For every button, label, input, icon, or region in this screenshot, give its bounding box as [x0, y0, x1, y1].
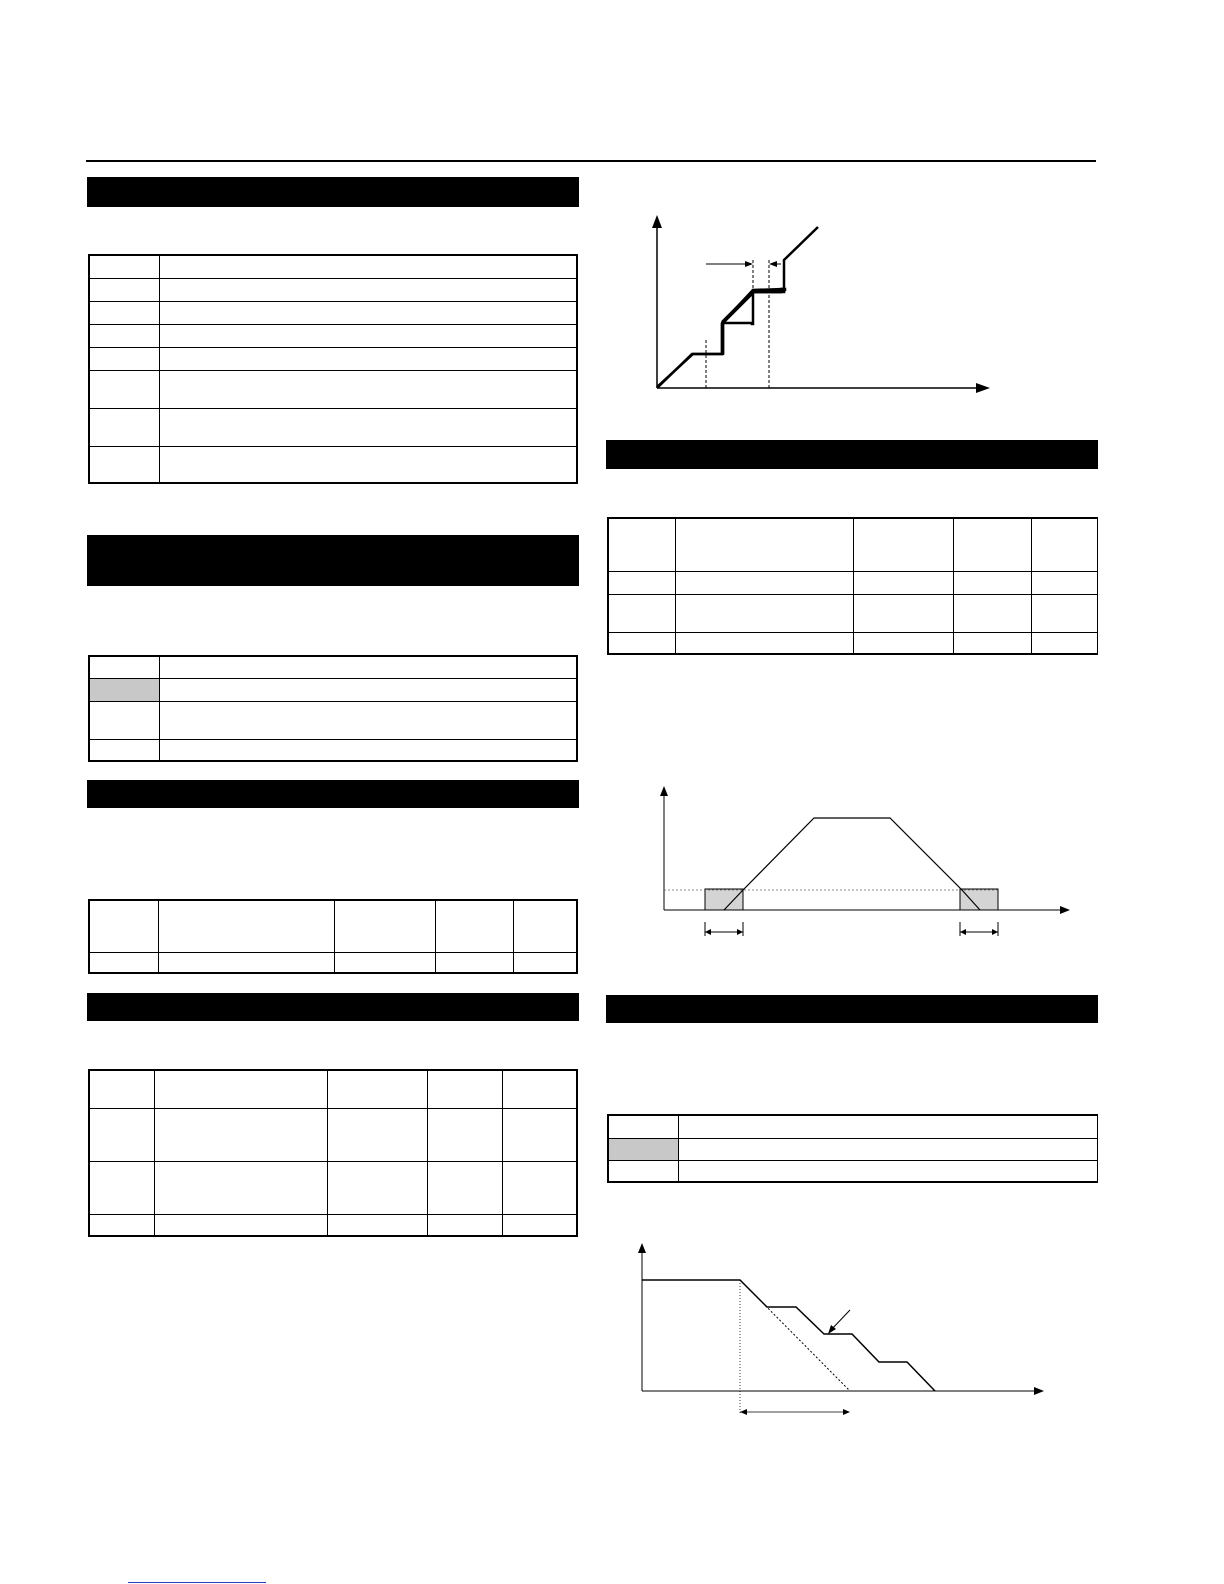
- table-row: [89, 1214, 577, 1236]
- table-row: [89, 739, 577, 761]
- table-row: [89, 347, 577, 370]
- stepped-decel-diagram: [630, 1238, 1050, 1418]
- speed-profile: [724, 818, 980, 910]
- x-axis-arrow-icon: [976, 383, 990, 393]
- table-row: [608, 632, 1098, 654]
- arrow-icon: [740, 1409, 747, 1415]
- trapezoid-profile-diagram: [650, 782, 1080, 942]
- x-axis-arrow-icon: [1060, 906, 1070, 914]
- parameter-setting-table: [88, 655, 578, 762]
- parameter-range-table: [88, 1069, 578, 1237]
- table-row: [608, 594, 1098, 632]
- section-header-bar: [87, 177, 579, 207]
- dwell-arrow-icon: [769, 261, 777, 267]
- table-row: [89, 370, 577, 408]
- parameter-setting-table: [88, 254, 578, 484]
- arrow-icon: [705, 929, 711, 935]
- section-header-bar: [606, 440, 1098, 469]
- header-rule: [86, 160, 1096, 162]
- table-row: [89, 656, 577, 678]
- section-header-bar: [606, 995, 1098, 1023]
- table-header-row: [89, 1070, 577, 1108]
- parameter-range-table: [88, 899, 578, 974]
- y-axis-arrow-icon: [660, 786, 668, 796]
- table-row: [89, 678, 577, 701]
- table-row: [89, 255, 577, 278]
- arrow-icon: [992, 929, 998, 935]
- y-axis-arrow-icon: [638, 1243, 646, 1253]
- table-row: [89, 446, 577, 483]
- x-axis-arrow-icon: [1034, 1387, 1044, 1395]
- stepped-ramp-diagram: [640, 212, 1000, 402]
- table-header-row: [89, 900, 577, 952]
- section-header-bar: [87, 535, 579, 586]
- dwell-arrow-icon: [745, 261, 753, 267]
- footer-link[interactable]: [128, 1582, 266, 1583]
- table-row: [89, 408, 577, 446]
- table-row: [89, 952, 577, 973]
- stop-zone: [960, 889, 998, 910]
- decel-step-curve: [642, 1280, 935, 1391]
- section-header-bar: [87, 993, 579, 1021]
- section-header-bar: [87, 780, 579, 808]
- y-axis-arrow-icon: [652, 215, 662, 228]
- table-row: [89, 301, 577, 324]
- table-row: [89, 1161, 577, 1214]
- table-row: [608, 1138, 1098, 1160]
- stepped-curve-top: [752, 227, 818, 292]
- parameter-range-table: [607, 517, 1098, 655]
- table-row: [89, 278, 577, 301]
- arrow-icon: [843, 1409, 850, 1415]
- start-zone: [705, 889, 743, 910]
- arrow-icon: [960, 929, 966, 935]
- table-row: [89, 701, 577, 739]
- table-header-row: [608, 518, 1098, 571]
- table-row: [608, 1160, 1098, 1182]
- parameter-setting-table: [607, 1114, 1098, 1183]
- arrow-icon: [737, 929, 743, 935]
- table-row: [608, 1115, 1098, 1138]
- table-row: [89, 324, 577, 347]
- table-row: [89, 1108, 577, 1161]
- table-row: [608, 571, 1098, 594]
